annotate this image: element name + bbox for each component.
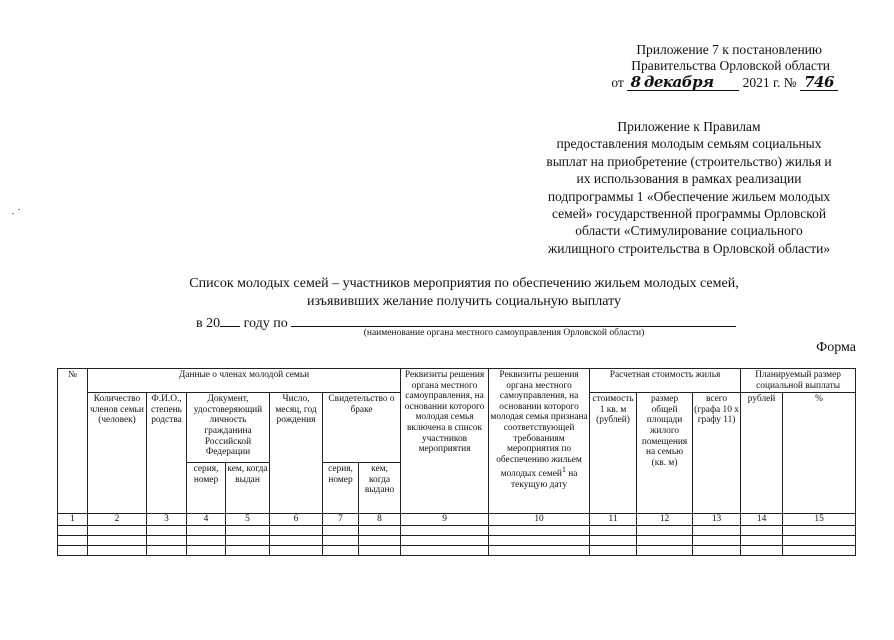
column-total-cost: всего (графа 10 х графу 11)	[693, 393, 741, 514]
column-number-cell: 1	[58, 514, 88, 526]
column-number-cell: 15	[783, 514, 856, 526]
column-decision-inclusion: Реквизиты решения органа местного самоуправления, на основании которого молодая семья включена в список участников мероприятия	[401, 369, 489, 514]
appendix-line: их использования в рамках реализации	[576, 171, 802, 187]
column-number-cell: 5	[226, 514, 270, 526]
column-birth-date: Число, месяц, год рождения	[270, 393, 323, 514]
column-number-cell: 14	[741, 514, 783, 526]
column-document-issued: кем, когда выдан	[226, 463, 270, 514]
column-family-size: Количество членов семьи (человек)	[88, 393, 147, 514]
families-table	[57, 368, 856, 556]
table-row	[58, 535, 856, 545]
column-marriage-series: серия, номер	[323, 463, 359, 514]
column-number-cell: 9	[401, 514, 489, 526]
year-prefix: в 20	[196, 316, 221, 331]
appendix-line: жилищного строительства в Орловской области»	[547, 240, 831, 256]
column-number-cell: 2	[88, 514, 147, 526]
header-line-1: Приложение 7 к постановлению	[636, 42, 822, 57]
column-number-header: №	[58, 369, 88, 514]
appendix-block	[524, 118, 854, 257]
date-month: декабря	[643, 73, 714, 91]
footnote-marker: 1	[561, 465, 566, 475]
column-number-cell: 6	[270, 514, 323, 526]
table-header-row-1	[58, 369, 856, 393]
date-day-month	[627, 75, 739, 91]
column-number-cell: 11	[590, 514, 637, 526]
document-title-line-2: изъявивших желание получить социальную выплату	[306, 294, 621, 309]
column-document-series: серия, номер	[187, 463, 226, 514]
table-row	[58, 545, 856, 555]
scan-speck	[18, 209, 20, 210]
compliance-text: Реквизиты решения органа местного самоуправления, на основании которого молодая семья признана соответствующей требованиям мероприятия по обеспечению жильем молодых семей	[490, 370, 588, 480]
appendix-line: предоставления молодым семьям социальных	[556, 136, 822, 152]
column-percent: %	[783, 393, 856, 514]
appendix-line: Приложение к Правилам	[617, 119, 761, 134]
document-title-line-1: Список молодых семей – участников мероприятия по обеспечению жильем молодых семей,	[189, 276, 739, 291]
document-number-field	[800, 75, 838, 91]
family-data-group-header: Данные о членах молодой семьи	[88, 369, 401, 393]
planned-payment-group-header: Планируемый размер социальной выплаты	[741, 369, 856, 393]
column-number-cell: 4	[187, 514, 226, 526]
column-number-cell: 12	[637, 514, 693, 526]
column-marriage-certificate: Свидетельство о браке	[323, 393, 401, 463]
date-day: 8	[630, 73, 641, 91]
column-number-cell: 10	[489, 514, 590, 526]
column-number-cell: 7	[323, 514, 359, 526]
table-row	[58, 525, 856, 535]
column-cost-per-sqm: стоимость 1 кв. м (рублей)	[590, 393, 637, 514]
cost-group-header: Расчетная стоимость жилья	[590, 369, 741, 393]
column-number-cell: 8	[359, 514, 401, 526]
column-area-size: размер общей площади жилого помещения на семью (кв. м)	[637, 393, 693, 514]
appendix-line: выплат на приобретение (строительство) жилья и	[546, 153, 832, 169]
column-numbers-row	[58, 514, 856, 526]
header-line-2: Правительства Орловской области	[631, 58, 830, 73]
compliance-text-end: на текущую дату	[511, 469, 578, 491]
year-suffix: году по	[243, 316, 288, 331]
organization-blank	[291, 311, 736, 327]
column-number-cell: 13	[693, 514, 741, 526]
appendix-line: области «Стимулирование социального	[575, 223, 803, 239]
header-date-line	[611, 75, 838, 91]
document-number: 746	[804, 73, 834, 91]
date-year: 2021 г. №	[742, 75, 797, 90]
column-marriage-issued: кем, когда выдано	[359, 463, 401, 514]
appendix-line: подпрограммы 1 «Обеспечение жильем молодых	[547, 188, 831, 204]
column-number-cell: 3	[147, 514, 187, 526]
column-decision-compliance	[489, 369, 590, 514]
date-prefix: от	[611, 75, 624, 90]
organization-caption: (наименование органа местного самоуправления Орловской области)	[363, 328, 645, 338]
year-blank	[220, 311, 240, 327]
column-rubles: рублей	[741, 393, 783, 514]
appendix-line: семей» государственной программы Орловской	[551, 206, 827, 222]
column-full-name: Ф.И.О., степень родства	[147, 393, 187, 514]
form-label: Форма	[816, 340, 856, 355]
scan-speck	[12, 213, 14, 214]
column-identity-document: Документ, удостоверяющий личность гражданина Российской Федерации	[187, 393, 270, 463]
